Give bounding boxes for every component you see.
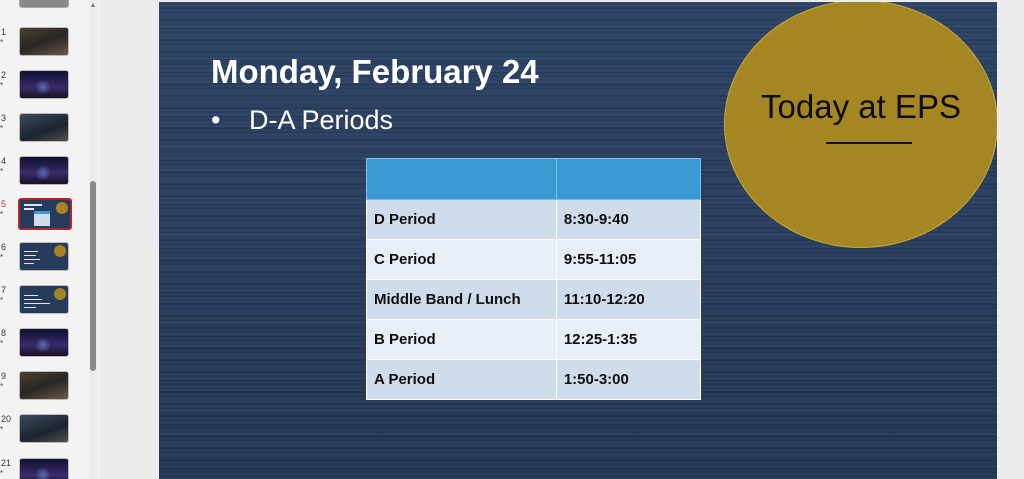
current-slide[interactable]: [159, 2, 997, 479]
thumbnail-animation-marker: *: [0, 124, 4, 133]
thumbnail-animation-marker: *: [0, 382, 4, 391]
table-row: [367, 280, 701, 320]
thumbnail-number: 20: [1, 414, 12, 424]
thumbnail-animation-marker: *: [0, 296, 4, 305]
slide-thumbnail-9[interactable]: [19, 371, 69, 400]
thumbnail-row-20[interactable]: [0, 414, 88, 454]
slide-title[interactable]: Monday, February 24: [211, 53, 539, 90]
thumbnail-animation-marker: *: [0, 253, 4, 262]
thumbnail-row-7[interactable]: [0, 285, 88, 325]
thumbnail-number: 5: [1, 199, 7, 209]
thumbnail-number: 21: [1, 458, 12, 468]
thumbnail-number: 8: [1, 328, 7, 338]
period-name-cell: D Period: [367, 200, 557, 240]
period-name-cell: Middle Band / Lunch: [367, 280, 557, 320]
thumbnail-animation-marker: *: [0, 339, 4, 348]
thumbnail-number: 3: [1, 113, 7, 123]
thumbnail-number: 7: [1, 285, 7, 295]
thumbnail-scrollbar[interactable]: [89, 0, 97, 479]
slide-thumbnail-21[interactable]: [19, 458, 69, 479]
slide-thumbnail-2[interactable]: [19, 70, 69, 99]
badge-underline: [826, 142, 912, 144]
slide-thumbnail-panel: [0, 0, 101, 479]
table-row: [367, 320, 701, 360]
thumbnail-row-2[interactable]: [0, 70, 88, 110]
thumbnail-row-3[interactable]: [0, 113, 88, 153]
thumbnail-row-8[interactable]: [0, 328, 88, 368]
table-row: [367, 360, 701, 400]
period-schedule-table[interactable]: [366, 158, 701, 400]
table-row: [367, 240, 701, 280]
thumbnail-animation-marker: *: [0, 210, 4, 219]
thumbnail-number: 1: [1, 27, 7, 37]
thumbnail-row-6[interactable]: [0, 242, 88, 282]
thumbnail-row-5[interactable]: [0, 199, 88, 239]
thumbnail-animation-marker: *: [0, 425, 4, 434]
today-at-eps-circle[interactable]: [724, 2, 997, 248]
period-time-cell: 8:30-9:40: [556, 200, 700, 240]
thumbnail-animation-marker: *: [0, 38, 4, 47]
slide-thumbnail-1[interactable]: [19, 27, 69, 56]
period-time-cell: 9:55-11:05: [556, 240, 700, 280]
thumbnail-number: 4: [1, 156, 7, 166]
thumbnail-number: 9: [1, 371, 7, 381]
slide-thumbnail-8[interactable]: [19, 328, 69, 357]
thumbnail-partial-top[interactable]: [19, 0, 69, 8]
slide-thumbnail-7[interactable]: [19, 285, 69, 314]
thumbnail-number: 6: [1, 242, 7, 252]
period-time-cell: 12:25-1:35: [556, 320, 700, 360]
slide-thumbnail-5-selected[interactable]: [18, 198, 72, 230]
badge-label: Today at EPS: [761, 88, 961, 125]
slide-subtitle: D-A Periods: [249, 105, 394, 135]
slide-thumbnail-4[interactable]: [19, 156, 69, 185]
scrollbar-thumb[interactable]: [90, 181, 96, 371]
slide-thumbnail-3[interactable]: [19, 113, 69, 142]
thumbnail-animation-marker: *: [0, 167, 4, 176]
bullet-dot-icon: •: [211, 105, 221, 135]
period-name-cell: A Period: [367, 360, 557, 400]
thumbnail-number: 2: [1, 70, 7, 80]
thumbnail-row-1[interactable]: [0, 27, 88, 67]
table-header-cell: [367, 159, 557, 200]
slide-thumbnail-20[interactable]: [19, 414, 69, 443]
period-time-cell: 11:10-12:20: [556, 280, 700, 320]
table-header-cell: [556, 159, 700, 200]
thumbnail-row-21[interactable]: [0, 458, 88, 479]
slide-thumbnail-6[interactable]: [19, 242, 69, 271]
period-name-cell: B Period: [367, 320, 557, 360]
period-time-cell: 1:50-3:00: [556, 360, 700, 400]
scroll-up-arrow-icon[interactable]: ▲: [89, 2, 97, 9]
slide-editor-canvas: [100, 0, 1024, 479]
thumbnail-row-9[interactable]: [0, 371, 88, 411]
table-header-row: [367, 159, 701, 200]
thumbnail-row-4[interactable]: [0, 156, 88, 196]
table-row: [367, 200, 701, 240]
period-name-cell: C Period: [367, 240, 557, 280]
thumbnail-animation-marker: *: [0, 81, 4, 90]
thumbnail-animation-marker: *: [0, 469, 4, 478]
